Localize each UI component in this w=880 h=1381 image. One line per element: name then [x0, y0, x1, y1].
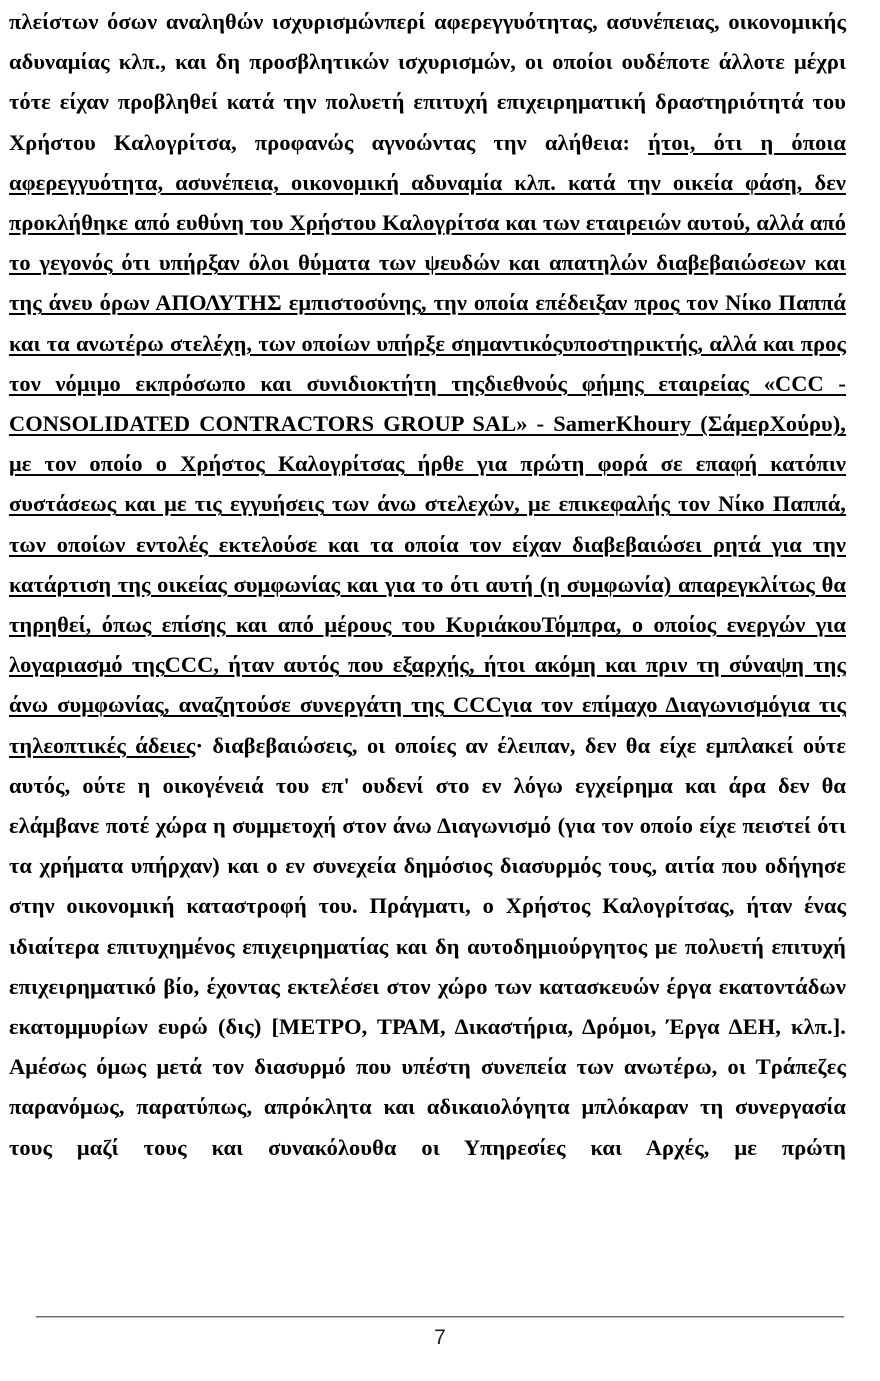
body-paragraph [9, 2, 846, 1168]
footer-divider [36, 1316, 844, 1318]
text-segment-underlined: ήτοι, ότι η όποια αφερεγγυότητα, ασυνέπεια, οικονομική αδυναμία κλπ. κατά την οικεία φάση, δεν προκλήθηκε από ευθύνη του Χρήστου Καλογρίτσα και των εταιρειών αυτού, αλλά από το γεγονός ότι υπήρξαν όλοι θύματα των ψευδών και απατηλών διαβεβαιώσεων και της άνευ όρων ΑΠΟΛΥΤΗΣ εμπιστοσύνης, την οποία επέδειξαν προς τον Νίκο Παππά και τα ανωτέρω στελέχη, των οποίων υπήρξε σημαντικόςυποστηρικτής, αλλά και προς τον νόμιμο εκπρόσωπο και συνιδιοκτήτη τηςδιεθνούς φήμης εταιρείας «CCC - CONSOLIDATED CONTRACTORS GROUP SAL» - SamerKhoury (ΣάμερΧούρυ), με τον οποίο ο Χρήστος Καλογρίτσας ήρθε για πρώτη φορά σε επαφή κατόπιν συστάσεως και με τις εγγυήσεις των άνω στελεχών, με επικεφαλής τον Νίκο Παππά, των οποίων εντολές εκτελούσε και τα οποία τον είχαν διαβεβαιώσει ρητά για την κατάρτιση της οικείας συμφωνίας και για το ότι αυτή (η συμφωνία) απαρεγκλίτως θα τηρηθεί, όπως επίσης και από μέρους του ΚυριάκουΤόμπρα, ο οποίος ενεργών για λογαριασμό τηςCCC, ήταν αυτός που εξαρχής, ήτοι ακόμη και πριν τη σύναψη της άνω συμφωνίας, αναζητούσε συνεργάτη της CCCγια τον επίμαχο Διαγωνισμόγια τις τηλεοπτικές άδειες [9, 129, 846, 758]
text-segment-plain-tail: · διαβεβαιώσεις, οι οποίες αν έλειπαν, δεν θα είχε εμπλακεί ούτε αυτός, ούτε η οικογένειά του επ' ουδενί στο εν λόγω εγχείρημα και άρα δεν θα ελάμβανε ποτέ χώρα η συμμετοχή στον άνω Διαγωνισμό (για τον οποίο είχε πειστεί ότι τα χρήματα υπήρχαν) και ο εν συνεχεία δημόσιος διασυρμός τους, αιτία που οδήγησε στην οικονομική καταστροφή του. Πράγματι, ο Χρήστος Καλογρίτσας, ήταν ένας ιδιαίτερα επιτυχημένος επιχειρηματίας και δη αυτοδημιούργητος με πολυετή επιτυχή επιχειρηματικό βίο, έχοντας εκτελέσει στον χώρο των κατασκευών έργα εκατοντάδων εκατομμυρίων ευρώ (δις) [ΜΕΤΡΟ, ΤΡΑΜ, Δικαστήρια, Δρόμοι, Έργα ΔΕΗ, κλπ.]. Αμέσως όμως μετά τον διασυρμό που υπέστη συνεπεία των ανωτέρω, οι Τράπεζες παρανόμως, παρατύπως, απρόκλητα και αδικαιολόγητα μπλόκαραν τη συνεργασία τους μαζί τους και συνακόλουθα οι Υπηρεσίες και Αρχές, με πρώτη [9, 732, 846, 1160]
text-segment-plain-intro: πλείστων όσων αναληθών ισχυρισμώνπερί αφερεγγυότητας, ασυνέπειας, οικονομικής αδυναμίας κλπ., και δη προσβλητικών ισχυρισμών, οι οποίοι ουδέποτε άλλοτε μέχρι τότε είχαν προβληθεί κατά την πολυετή επιτυχή επιχειρηματική δραστηριότητά του Χρήστου Καλογρίτσα, προφανώς αγνοώντας την αλήθεια: [9, 9, 846, 155]
page-body-text [9, 2, 846, 1168]
page-number: 7 [434, 1326, 446, 1349]
